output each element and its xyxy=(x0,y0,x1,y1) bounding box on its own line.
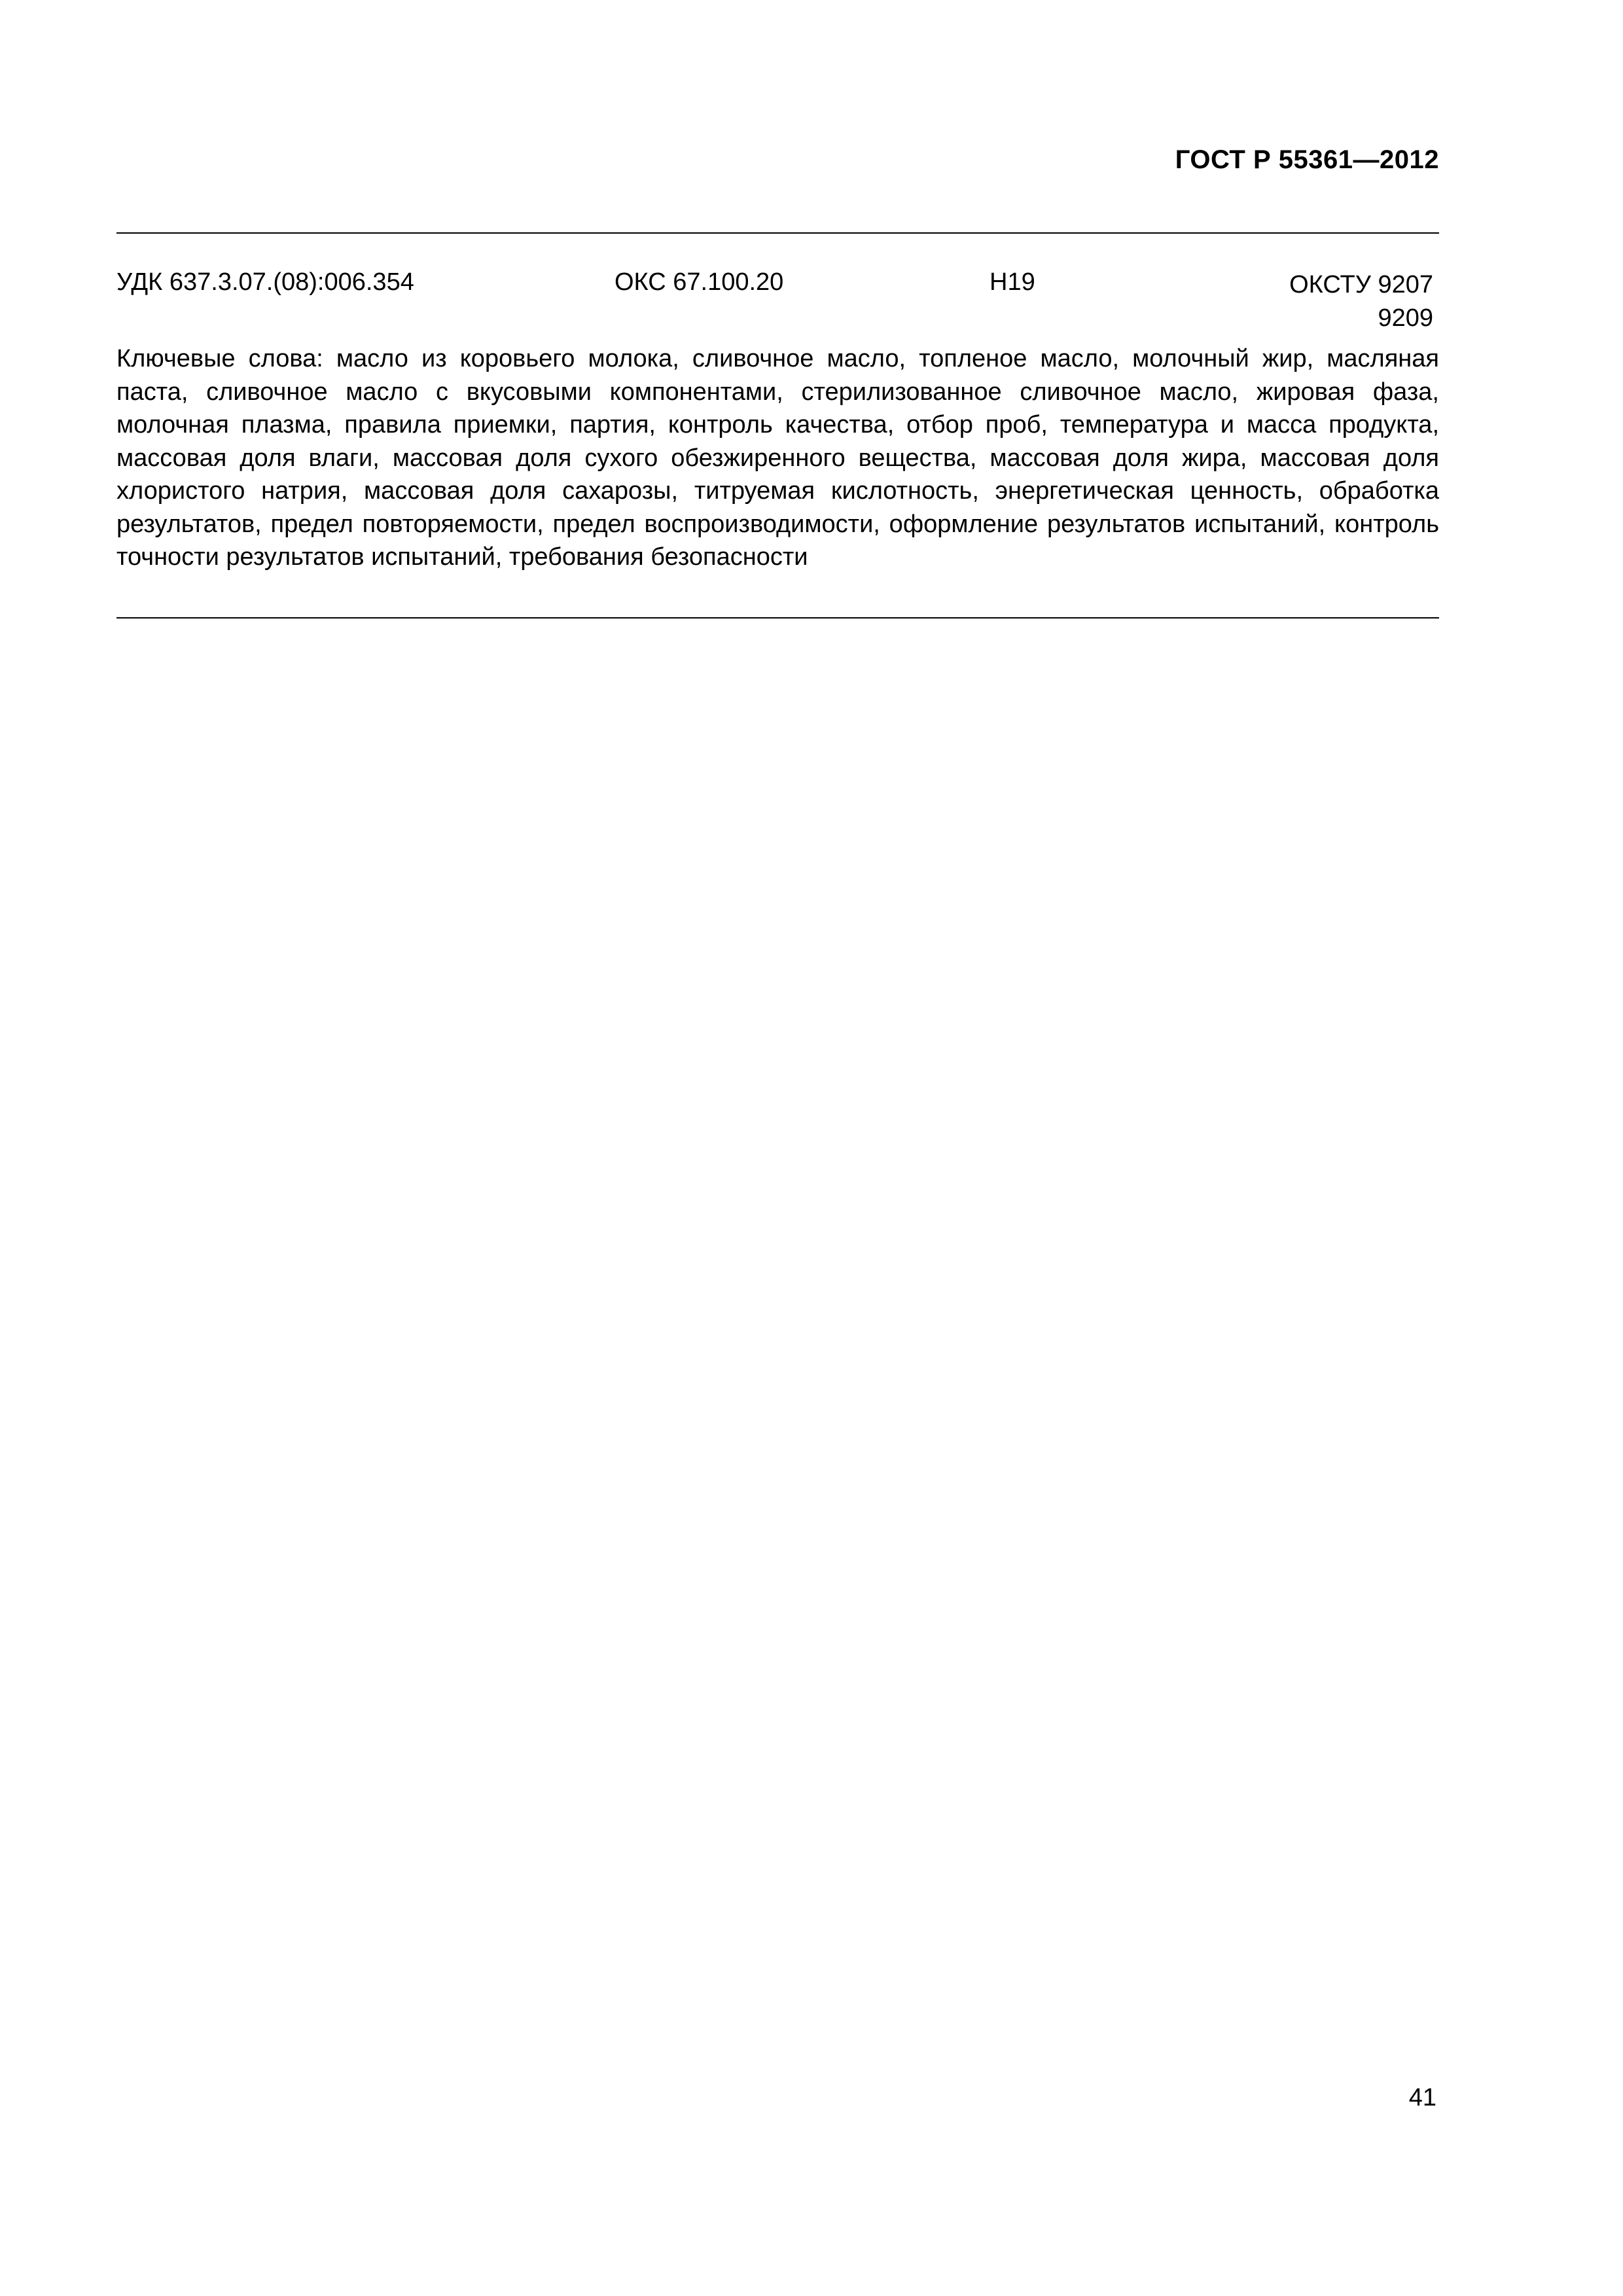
classifier-codes-row xyxy=(116,268,1439,340)
standard-code-header: ГОСТ Р 55361—2012 xyxy=(1175,145,1439,174)
top-divider xyxy=(116,232,1439,234)
oks-code: ОКС 67.100.20 xyxy=(615,268,784,296)
bottom-divider xyxy=(116,617,1439,619)
okstu-codes xyxy=(1289,268,1433,335)
keywords-paragraph: Ключевые слова: масло из коровьего молока, сливочное масло, топленое масло, молочный жир, масляная паста, сливочное масло с вкусовыми компонентами, стерилизованное сливочное масло, жировая фаза, молочная плазма, правила приемки, партия, контроль качества, отбор проб, температура и масса продукта, массовая доля влаги, массовая доля сухого обезжиренного вещества, массовая доля жира, массовая доля хлористого натрия, массовая доля сахарозы, титруемая кислотность, энергетическая ценность, обработка результатов, предел повторяемости, предел воспроизводимости, оформление результатов испытаний, контроль точности результатов испытаний, требования безопасности xyxy=(116,345,1439,571)
udc-code: УДК 637.3.07.(08):006.354 xyxy=(116,268,414,296)
group-code: Н19 xyxy=(990,268,1035,296)
page-number: 41 xyxy=(1408,2084,1436,2111)
okstu-code-secondary: 9209 xyxy=(1378,304,1433,332)
okstu-code-primary: ОКСТУ 9207 xyxy=(1289,271,1433,298)
